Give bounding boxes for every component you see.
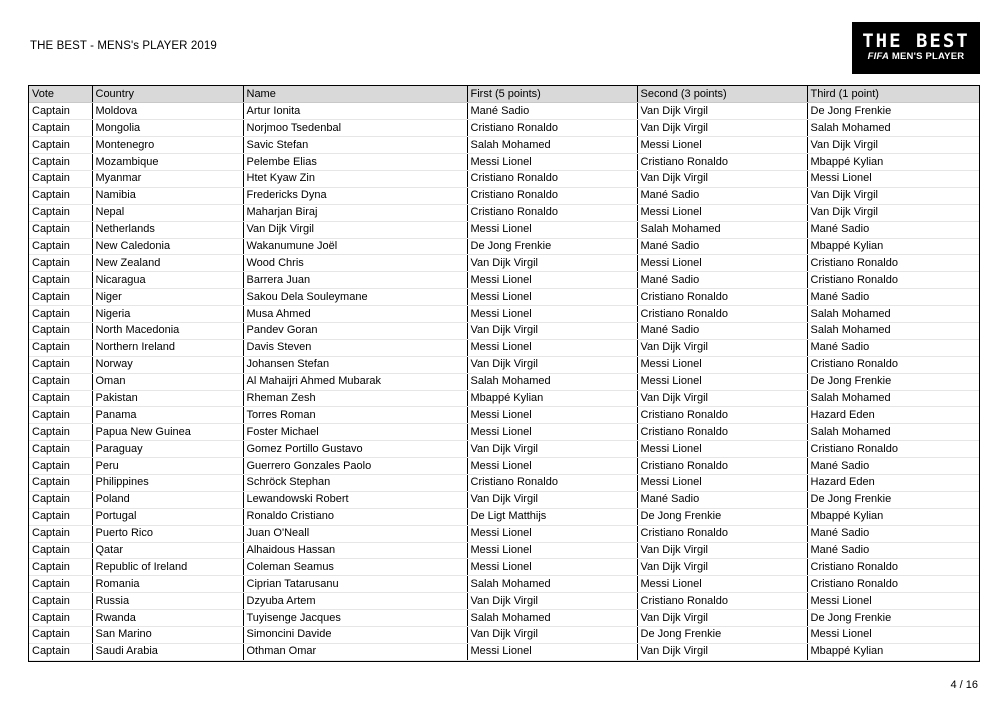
country-cell: New Zealand	[92, 255, 243, 272]
votes-table	[29, 86, 979, 661]
first-choice-cell: Salah Mohamed	[467, 576, 637, 593]
second-choice-cell: Salah Mohamed	[637, 221, 807, 238]
second-choice-cell: Messi Lionel	[637, 255, 807, 272]
third-choice-cell: De Jong Frenkie	[807, 491, 979, 508]
table-row	[29, 255, 979, 272]
table-row	[29, 339, 979, 356]
first-choice-cell: Cristiano Ronaldo	[467, 120, 637, 137]
first-choice-cell: Van Dijk Virgil	[467, 356, 637, 373]
first-choice-cell: Salah Mohamed	[467, 137, 637, 154]
first-choice-cell: De Jong Frenkie	[467, 238, 637, 255]
vote-cell: Captain	[29, 255, 92, 272]
vote-cell: Captain	[29, 559, 92, 576]
country-cell: Montenegro	[92, 137, 243, 154]
country-cell: North Macedonia	[92, 322, 243, 339]
second-choice-cell: Van Dijk Virgil	[637, 610, 807, 627]
country-cell: Nigeria	[92, 306, 243, 323]
vote-cell: Captain	[29, 474, 92, 491]
name-cell: Othman Omar	[243, 643, 467, 660]
country-cell: Peru	[92, 458, 243, 475]
table-row	[29, 187, 979, 204]
name-cell: Simoncini Davide	[243, 627, 467, 644]
country-cell: Mozambique	[92, 154, 243, 171]
second-choice-cell: Van Dijk Virgil	[637, 103, 807, 120]
third-choice-cell: Cristiano Ronaldo	[807, 576, 979, 593]
table-row	[29, 627, 979, 644]
second-choice-cell: Mané Sadio	[637, 322, 807, 339]
first-choice-cell: De Ligt Matthijs	[467, 508, 637, 525]
second-choice-cell: Cristiano Ronaldo	[637, 424, 807, 441]
second-choice-cell: Van Dijk Virgil	[637, 120, 807, 137]
third-choice-cell: Hazard Eden	[807, 407, 979, 424]
vote-cell: Captain	[29, 458, 92, 475]
third-choice-cell: Cristiano Ronaldo	[807, 441, 979, 458]
third-choice-cell: Van Dijk Virgil	[807, 204, 979, 221]
first-choice-cell: Messi Lionel	[467, 458, 637, 475]
vote-cell: Captain	[29, 610, 92, 627]
vote-cell: Captain	[29, 221, 92, 238]
second-choice-cell: Messi Lionel	[637, 373, 807, 390]
second-choice-cell: Van Dijk Virgil	[637, 542, 807, 559]
vote-cell: Captain	[29, 424, 92, 441]
vote-cell: Captain	[29, 204, 92, 221]
table-row	[29, 576, 979, 593]
second-choice-cell: Messi Lionel	[637, 474, 807, 491]
third-choice-cell: Mbappé Kylian	[807, 154, 979, 171]
first-choice-cell: Messi Lionel	[467, 525, 637, 542]
third-choice-cell: Mbappé Kylian	[807, 508, 979, 525]
vote-cell: Captain	[29, 120, 92, 137]
country-cell: Norway	[92, 356, 243, 373]
name-cell: Artur Ionita	[243, 103, 467, 120]
third-choice-cell: Cristiano Ronaldo	[807, 272, 979, 289]
first-choice-cell: Messi Lionel	[467, 643, 637, 660]
table-row	[29, 137, 979, 154]
first-choice-cell: Messi Lionel	[467, 542, 637, 559]
table-row	[29, 204, 979, 221]
country-cell: Paraguay	[92, 441, 243, 458]
name-cell: Johansen Stefan	[243, 356, 467, 373]
document-title: THE BEST - MENS's PLAYER 2019	[30, 40, 217, 52]
table-row	[29, 474, 979, 491]
second-choice-cell: Mané Sadio	[637, 491, 807, 508]
third-choice-cell: Messi Lionel	[807, 170, 979, 187]
header-third: Third (1 point)	[807, 86, 979, 103]
country-cell: Oman	[92, 373, 243, 390]
third-choice-cell: Mané Sadio	[807, 289, 979, 306]
third-choice-cell: Salah Mohamed	[807, 120, 979, 137]
first-choice-cell: Van Dijk Virgil	[467, 491, 637, 508]
second-choice-cell: Cristiano Ronaldo	[637, 458, 807, 475]
name-cell: Torres Roman	[243, 407, 467, 424]
first-choice-cell: Cristiano Ronaldo	[467, 187, 637, 204]
name-cell: Fredericks Dyna	[243, 187, 467, 204]
vote-cell: Captain	[29, 289, 92, 306]
first-choice-cell: Van Dijk Virgil	[467, 255, 637, 272]
first-choice-cell: Salah Mohamed	[467, 610, 637, 627]
vote-cell: Captain	[29, 306, 92, 323]
name-cell: Gomez Portillo Gustavo	[243, 441, 467, 458]
table-row	[29, 103, 979, 120]
country-cell: Myanmar	[92, 170, 243, 187]
country-cell: Mongolia	[92, 120, 243, 137]
second-choice-cell: Mané Sadio	[637, 272, 807, 289]
table-row	[29, 170, 979, 187]
vote-cell: Captain	[29, 407, 92, 424]
first-choice-cell: Messi Lionel	[467, 559, 637, 576]
name-cell: Juan O'Neall	[243, 525, 467, 542]
vote-cell: Captain	[29, 525, 92, 542]
country-cell: Northern Ireland	[92, 339, 243, 356]
second-choice-cell: Messi Lionel	[637, 204, 807, 221]
vote-cell: Captain	[29, 373, 92, 390]
first-choice-cell: Cristiano Ronaldo	[467, 474, 637, 491]
second-choice-cell: De Jong Frenkie	[637, 508, 807, 525]
name-cell: Guerrero Gonzales Paolo	[243, 458, 467, 475]
vote-cell: Captain	[29, 187, 92, 204]
vote-cell: Captain	[29, 390, 92, 407]
table-header-row	[29, 86, 979, 103]
first-choice-cell: Van Dijk Virgil	[467, 627, 637, 644]
first-choice-cell: Cristiano Ronaldo	[467, 204, 637, 221]
header-second: Second (3 points)	[637, 86, 807, 103]
first-choice-cell: Messi Lionel	[467, 339, 637, 356]
first-choice-cell: Messi Lionel	[467, 306, 637, 323]
country-cell: Russia	[92, 593, 243, 610]
country-cell: Netherlands	[92, 221, 243, 238]
first-choice-cell: Mbappé Kylian	[467, 390, 637, 407]
vote-cell: Captain	[29, 627, 92, 644]
vote-cell: Captain	[29, 170, 92, 187]
logo-subtitle-text: MEN'S PLAYER	[891, 51, 965, 62]
country-cell: Philippines	[92, 474, 243, 491]
name-cell: Musa Ahmed	[243, 306, 467, 323]
table-row	[29, 306, 979, 323]
second-choice-cell: Van Dijk Virgil	[637, 170, 807, 187]
third-choice-cell: Salah Mohamed	[807, 306, 979, 323]
page-number: 4 / 16	[950, 679, 978, 691]
third-choice-cell: Van Dijk Virgil	[807, 187, 979, 204]
name-cell: Ciprian Tatarusanu	[243, 576, 467, 593]
second-choice-cell: Messi Lionel	[637, 356, 807, 373]
first-choice-cell: Salah Mohamed	[467, 373, 637, 390]
country-cell: Papua New Guinea	[92, 424, 243, 441]
logo-subtitle	[852, 51, 980, 63]
first-choice-cell: Mané Sadio	[467, 103, 637, 120]
country-cell: Rwanda	[92, 610, 243, 627]
table-row	[29, 407, 979, 424]
country-cell: Panama	[92, 407, 243, 424]
table-row	[29, 356, 979, 373]
third-choice-cell: De Jong Frenkie	[807, 103, 979, 120]
second-choice-cell: Cristiano Ronaldo	[637, 154, 807, 171]
third-choice-cell: Mané Sadio	[807, 221, 979, 238]
vote-cell: Captain	[29, 542, 92, 559]
third-choice-cell: De Jong Frenkie	[807, 610, 979, 627]
first-choice-cell: Van Dijk Virgil	[467, 441, 637, 458]
country-cell: Moldova	[92, 103, 243, 120]
table-row	[29, 424, 979, 441]
third-choice-cell: Hazard Eden	[807, 474, 979, 491]
vote-cell: Captain	[29, 272, 92, 289]
third-choice-cell: Van Dijk Virgil	[807, 137, 979, 154]
vote-cell: Captain	[29, 441, 92, 458]
vote-cell: Captain	[29, 154, 92, 171]
country-cell: Nepal	[92, 204, 243, 221]
table-row	[29, 643, 979, 660]
name-cell: Lewandowski Robert	[243, 491, 467, 508]
country-cell: New Caledonia	[92, 238, 243, 255]
table-row	[29, 272, 979, 289]
table-row	[29, 373, 979, 390]
the-best-logo	[852, 22, 980, 74]
first-choice-cell: Messi Lionel	[467, 221, 637, 238]
name-cell: Tuyisenge Jacques	[243, 610, 467, 627]
second-choice-cell: Van Dijk Virgil	[637, 339, 807, 356]
table-row	[29, 491, 979, 508]
table-row	[29, 542, 979, 559]
name-cell: Rheman Zesh	[243, 390, 467, 407]
logo-main-text: THE BEST	[862, 30, 970, 52]
second-choice-cell: Cristiano Ronaldo	[637, 289, 807, 306]
name-cell: Foster Michael	[243, 424, 467, 441]
name-cell: Schröck Stephan	[243, 474, 467, 491]
name-cell: Ronaldo Cristiano	[243, 508, 467, 525]
table-row	[29, 610, 979, 627]
name-cell: Dzyuba Artem	[243, 593, 467, 610]
vote-cell: Captain	[29, 322, 92, 339]
table-row	[29, 289, 979, 306]
vote-cell: Captain	[29, 576, 92, 593]
name-cell: Al Mahaijri Ahmed Mubarak	[243, 373, 467, 390]
vote-cell: Captain	[29, 103, 92, 120]
second-choice-cell: De Jong Frenkie	[637, 627, 807, 644]
country-cell: Puerto Rico	[92, 525, 243, 542]
table-row	[29, 221, 979, 238]
vote-cell: Captain	[29, 643, 92, 660]
name-cell: Van Dijk Virgil	[243, 221, 467, 238]
third-choice-cell: Salah Mohamed	[807, 424, 979, 441]
third-choice-cell: Salah Mohamed	[807, 322, 979, 339]
second-choice-cell: Messi Lionel	[637, 441, 807, 458]
first-choice-cell: Van Dijk Virgil	[467, 322, 637, 339]
name-cell: Davis Steven	[243, 339, 467, 356]
first-choice-cell: Van Dijk Virgil	[467, 593, 637, 610]
country-cell: Saudi Arabia	[92, 643, 243, 660]
second-choice-cell: Cristiano Ronaldo	[637, 525, 807, 542]
name-cell: Wood Chris	[243, 255, 467, 272]
table-row	[29, 390, 979, 407]
name-cell: Wakanumune Joël	[243, 238, 467, 255]
third-choice-cell: Cristiano Ronaldo	[807, 559, 979, 576]
name-cell: Pandev Goran	[243, 322, 467, 339]
name-cell: Pelembe Elias	[243, 154, 467, 171]
vote-cell: Captain	[29, 508, 92, 525]
third-choice-cell: Messi Lionel	[807, 593, 979, 610]
country-cell: Portugal	[92, 508, 243, 525]
third-choice-cell: Messi Lionel	[807, 627, 979, 644]
third-choice-cell: Mbappé Kylian	[807, 238, 979, 255]
table-row	[29, 120, 979, 137]
table-row	[29, 458, 979, 475]
third-choice-cell: De Jong Frenkie	[807, 373, 979, 390]
header-country: Country	[92, 86, 243, 103]
second-choice-cell: Van Dijk Virgil	[637, 559, 807, 576]
table-row	[29, 441, 979, 458]
country-cell: Republic of Ireland	[92, 559, 243, 576]
votes-table-container	[28, 85, 980, 662]
country-cell: Pakistan	[92, 390, 243, 407]
vote-cell: Captain	[29, 339, 92, 356]
table-body	[29, 103, 979, 660]
country-cell: Romania	[92, 576, 243, 593]
header-name: Name	[243, 86, 467, 103]
third-choice-cell: Cristiano Ronaldo	[807, 356, 979, 373]
vote-cell: Captain	[29, 356, 92, 373]
name-cell: Barrera Juan	[243, 272, 467, 289]
vote-cell: Captain	[29, 593, 92, 610]
first-choice-cell: Messi Lionel	[467, 407, 637, 424]
third-choice-cell: Salah Mohamed	[807, 390, 979, 407]
name-cell: Savic Stefan	[243, 137, 467, 154]
third-choice-cell: Mané Sadio	[807, 525, 979, 542]
second-choice-cell: Mané Sadio	[637, 238, 807, 255]
first-choice-cell: Messi Lionel	[467, 154, 637, 171]
header-first: First (5 points)	[467, 86, 637, 103]
second-choice-cell: Van Dijk Virgil	[637, 390, 807, 407]
name-cell: Coleman Seamus	[243, 559, 467, 576]
name-cell: Maharjan Biraj	[243, 204, 467, 221]
header-vote: Vote	[29, 86, 92, 103]
country-cell: Poland	[92, 491, 243, 508]
table-row	[29, 238, 979, 255]
name-cell: Alhaidous Hassan	[243, 542, 467, 559]
name-cell: Norjmoo Tsedenbal	[243, 120, 467, 137]
second-choice-cell: Messi Lionel	[637, 137, 807, 154]
table-row	[29, 593, 979, 610]
second-choice-cell: Cristiano Ronaldo	[637, 593, 807, 610]
country-cell: Nicaragua	[92, 272, 243, 289]
second-choice-cell: Cristiano Ronaldo	[637, 407, 807, 424]
logo-fifa-text: FIFA	[867, 51, 890, 62]
country-cell: Namibia	[92, 187, 243, 204]
first-choice-cell: Cristiano Ronaldo	[467, 170, 637, 187]
second-choice-cell: Messi Lionel	[637, 576, 807, 593]
country-cell: San Marino	[92, 627, 243, 644]
name-cell: Sakou Dela Souleymane	[243, 289, 467, 306]
table-row	[29, 525, 979, 542]
country-cell: Niger	[92, 289, 243, 306]
first-choice-cell: Messi Lionel	[467, 289, 637, 306]
second-choice-cell: Van Dijk Virgil	[637, 643, 807, 660]
vote-cell: Captain	[29, 137, 92, 154]
table-row	[29, 508, 979, 525]
third-choice-cell: Mané Sadio	[807, 339, 979, 356]
name-cell: Htet Kyaw Zin	[243, 170, 467, 187]
first-choice-cell: Messi Lionel	[467, 272, 637, 289]
table-row	[29, 322, 979, 339]
table-row	[29, 559, 979, 576]
third-choice-cell: Mbappé Kylian	[807, 643, 979, 660]
third-choice-cell: Mané Sadio	[807, 458, 979, 475]
second-choice-cell: Mané Sadio	[637, 187, 807, 204]
third-choice-cell: Cristiano Ronaldo	[807, 255, 979, 272]
country-cell: Qatar	[92, 542, 243, 559]
first-choice-cell: Messi Lionel	[467, 424, 637, 441]
table-row	[29, 154, 979, 171]
third-choice-cell: Mané Sadio	[807, 542, 979, 559]
second-choice-cell: Cristiano Ronaldo	[637, 306, 807, 323]
vote-cell: Captain	[29, 238, 92, 255]
vote-cell: Captain	[29, 491, 92, 508]
